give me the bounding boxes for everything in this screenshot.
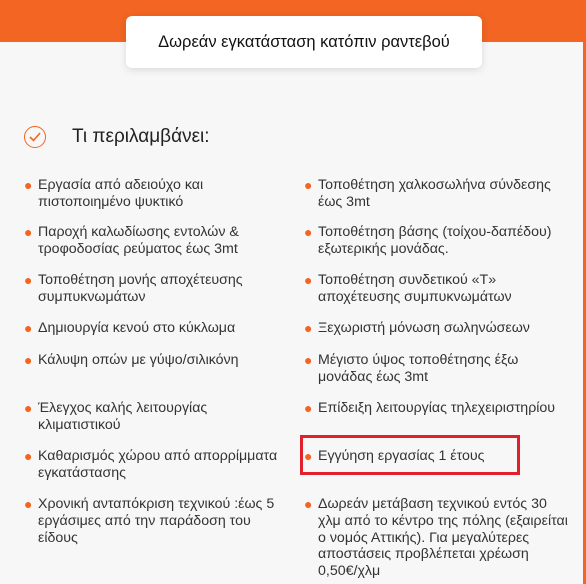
list-item: ● Τοποθέτηση μονής αποχέτευσης συμπυκνωμάτων xyxy=(24,272,243,305)
banner-text: Δωρεάν εγκατάσταση κατόπιν ραντεβού xyxy=(158,32,450,51)
heading-title: Τι περιλαμβάνει: xyxy=(72,126,210,147)
bullet-dot-icon: ● xyxy=(304,320,313,336)
bullet-dot-icon: ● xyxy=(304,352,313,368)
bullet-dot-icon: ● xyxy=(304,177,313,193)
bullet-dot-icon: ● xyxy=(304,496,313,512)
bullet-dot-icon: ● xyxy=(24,352,33,368)
list-item: ● Επίδειξη λειτουργίας τηλεχειριστηρίου xyxy=(304,400,556,416)
list-item: ● Δωρεάν μετάβαση τεχνικού εντός 30 χλμ από το κέντρο της πόλης (εξαιρείται ο νομός Αττικής). Για μεγαλύτερες αποστάσεις προβλέπεται χρέωση 0,50€/χλμ xyxy=(304,496,568,580)
bullet-dot-icon: ● xyxy=(304,224,313,240)
list-item: ● Δημιουργία κενού στο κύκλωμα xyxy=(24,320,236,336)
list-item: ● Τοποθέτηση βάσης (τοίχου-δαπέδου) εξωτερικής μονάδας. xyxy=(304,224,552,257)
bullet-dot-icon: ● xyxy=(304,400,313,416)
list-item: ● Καθαρισμός χώρου από απορρίμματα εγκατάστασης xyxy=(24,448,278,481)
installation-banner xyxy=(126,16,482,68)
list-item: ● Ξεχωριστή μόνωση σωληνώσεων xyxy=(304,320,530,336)
section-heading xyxy=(24,124,210,150)
list-item: ● Εργασία από αδειούχο και πιστοποιημένο ψυκτικό xyxy=(24,177,204,210)
bullet-dot-icon: ● xyxy=(24,272,33,288)
list-item: ● Παροχή καλωδίωσης εντολών & τροφοδοσίας ρεύματος έως 3mt xyxy=(24,224,239,257)
bullet-dot-icon: ● xyxy=(24,400,33,416)
bullet-dot-icon: ● xyxy=(24,224,33,240)
list-item: ● Μέγιστο ύψος τοποθέτησης έξω μονάδας έως 3mt xyxy=(304,352,519,385)
highlight-box xyxy=(300,435,520,475)
list-item: ● Κάλυψη οπών με γύψο/σιλικόνη xyxy=(24,352,239,368)
list-item: ● Τοποθέτηση χαλκοσωλήνα σύνδεσης έως 3mt xyxy=(304,177,551,210)
list-item: ● Χρονική ανταπόκριση τεχνικού :έως 5 εργάσιμες από την παράδοση του είδους xyxy=(24,496,275,546)
bullet-dot-icon: ● xyxy=(24,496,33,512)
check-circle-icon xyxy=(24,126,46,148)
bullet-dot-icon: ● xyxy=(24,320,33,336)
bullet-dot-icon: ● xyxy=(304,448,313,464)
list-item: ● Έλεγχος καλής λειτουργίας κλιματιστικού xyxy=(24,400,208,433)
bullet-dot-icon: ● xyxy=(24,448,33,464)
bullet-dot-icon: ● xyxy=(304,272,313,288)
list-item: ● Τοποθέτηση συνδετικού «Τ» αποχέτευσης συμπυκνωμάτων xyxy=(304,272,512,305)
list-item-highlighted: ● Εγγύηση εργασίας 1 έτους xyxy=(304,448,485,464)
bullet-dot-icon: ● xyxy=(24,177,33,193)
